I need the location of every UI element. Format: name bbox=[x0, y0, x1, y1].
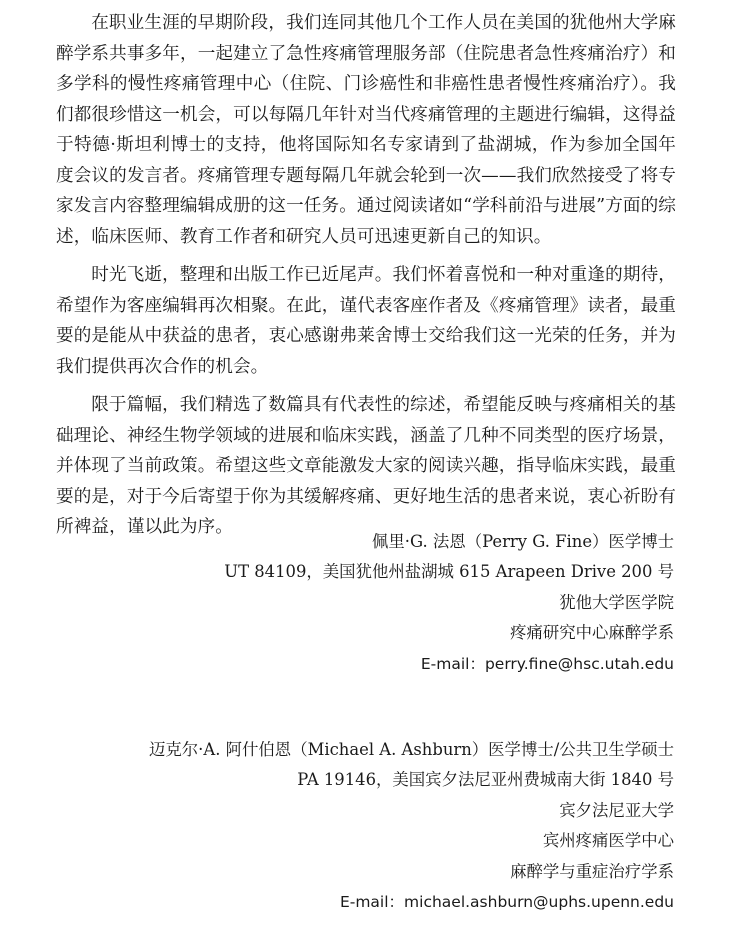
signature-center: 宾州疼痛医学中心 bbox=[542, 831, 674, 851]
signature-department: 麻醉学与重症治疗学系 bbox=[510, 861, 674, 881]
signature-block-ashburn bbox=[74, 735, 674, 917]
signature-name: 佩里·G. 法恩（Perry G. Fine）医学博士 bbox=[372, 532, 674, 551]
paragraph-3: 限于篇幅，我们精选了数篇具有代表性的综述，希望能反映与疼痛相关的基础理论、神经生物学领域的进展和临床实践，涵盖了几种不同类型的医疗场景，并体现了当前政策。希望这些文章能激发大家的阅读兴趣，指导临床实践，最重要的是，对于今后寄望于你为其缓解疼痛、更好地生活的患者来说，衷心祈盼有所裨益，谨以此为序。 bbox=[56, 395, 676, 537]
signature-department: 疼痛研究中心麻醉学系 bbox=[510, 623, 674, 643]
preface-body bbox=[56, 8, 676, 551]
paragraph-2: 时光飞逝，整理和出版工作已近尾声。我们怀着喜悦和一种对重逢的期待，希望作为客座编辑再次相聚。在此，谨代表客座作者及《疼痛管理》读者，最重要的是能从中获益的患者，衷心感谢弗莱舍博士交给我们这一光荣的任务，并为我们提供再次合作的机会。 bbox=[56, 265, 676, 377]
signature-block-fine bbox=[74, 527, 674, 679]
signature-institution: 犹他大学医学院 bbox=[559, 592, 674, 612]
signature-address: UT 84109，美国犹他州盐湖城 615 Arapeen Drive 200 号 bbox=[224, 562, 674, 582]
signature-name: 迈克尔·A. 阿什伯恩（Michael A. Ashburn）医学博士/公共卫生学硕士 bbox=[149, 740, 674, 759]
signature-email: E-mail：perry.fine@hsc.utah.edu bbox=[420, 654, 674, 673]
signature-address: PA 19146，美国宾夕法尼亚州费城南大街 1840 号 bbox=[297, 770, 674, 790]
signature-email: E-mail：michael.ashburn@uphs.upenn.edu bbox=[339, 893, 674, 912]
paragraph-1: 在职业生涯的早期阶段，我们连同其他几个工作人员在美国的犹他州大学麻醉学系共事多年，一起建立了急性疼痛管理服务部（住院患者急性疼痛治疗）和多学科的慢性疼痛管理中心（住院、门诊癌性和非癌性患者慢性疼痛治疗）。我们都很珍惜这一机会，可以每隔几年针对当代疼痛管理的主题进行编辑，这得益于特德·斯坦利博士的支持，他将国际知名专家请到了盐湖城，作为参加全国年度会议的发言者。疼痛管理专题每隔几年就会轮到一次——我们欣然接受了将专家发言内容整理编辑成册的这一任务。通过阅读诸如“学科前沿与进展”方面的综述，临床医师、教育工作者和研究人员可迅速更新自己的知识。 bbox=[56, 13, 676, 247]
signature-institution: 宾夕法尼亚大学 bbox=[559, 800, 674, 820]
